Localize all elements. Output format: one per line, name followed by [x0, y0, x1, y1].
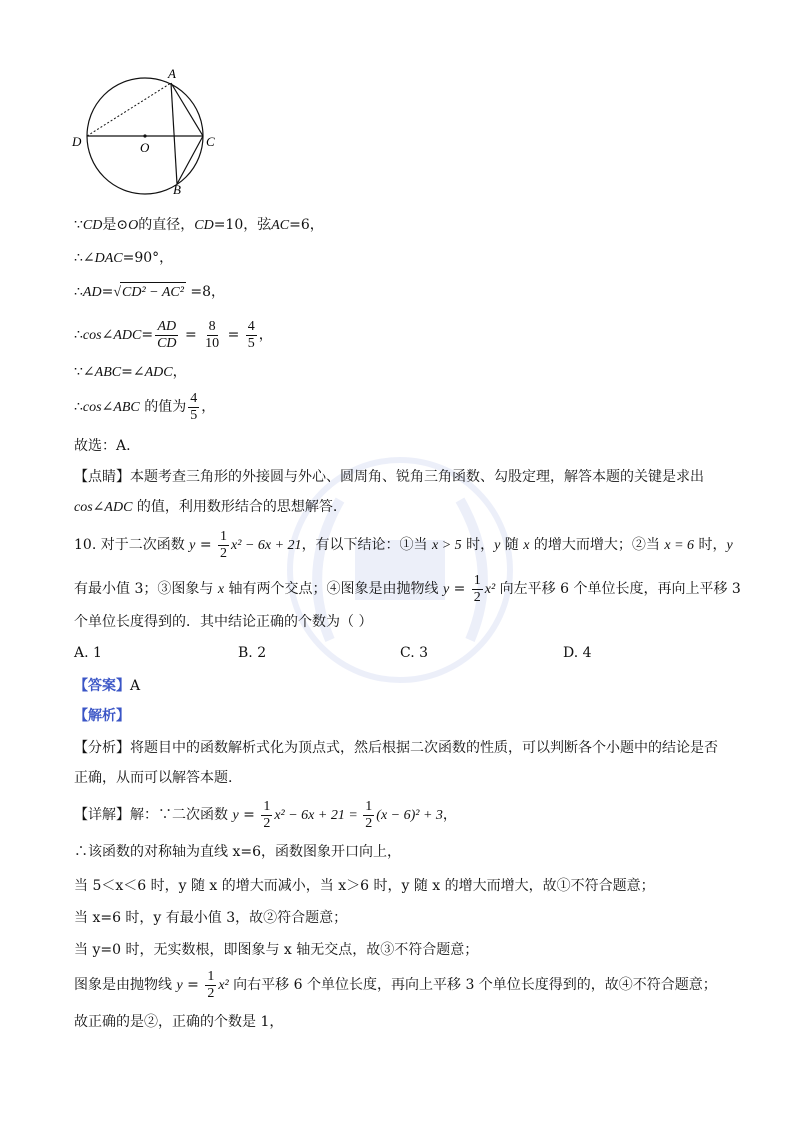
xiangjie-line4: 当 x=6 时，y 有最小值 3，故②符合题意； [74, 910, 348, 926]
sol9-line4: ∴cos∠ADC= $\frac{AD}{CD}$ = $\frac{8}{10}$ = $\frac{4}{5}$ ， [74, 318, 273, 351]
dianjing-line1: 【点睛】本题考查三角形的外接圆与外心、圆周角、锐角三角函数、勾股定理，解答本题的关键是求出 [74, 469, 704, 485]
label-o: O [140, 140, 150, 155]
q10-line3: 个单位长度得到的．其中结论正确的个数为（ ） [74, 614, 373, 630]
sol9-line6: ∴cos∠ABC 的值为 $\frac{4}{5}$ ， [74, 390, 216, 423]
analysis-tag: 【解析】 [74, 708, 130, 724]
option-b: B. 2 [238, 645, 267, 661]
label-c: C [206, 134, 215, 149]
center-point [143, 134, 146, 137]
chord-da [87, 83, 171, 136]
xiangjie-line6: 图象是由抛物线 y = $\frac{1}{2}$ x² 向右平移 6 个单位长度，再向上平移 3 个单位长度得到的，故④不符合题意； [74, 968, 717, 1001]
xiangjie-line5: 当 y=0 时，无实数根，即图象与 x 轴无交点，故③不符合题意； [74, 942, 479, 958]
sol9-choice: 故选：A. [74, 438, 131, 454]
sol9-line3: ∴AD=√CD² − AC² =8， [74, 282, 225, 303]
xiangjie-line7: 故正确的是②，正确的个数是 1， [74, 1014, 284, 1030]
xiangjie-line3: 当 5＜x＜6 时，y 随 x 的增大而减小，当 x＞6 时，y 随 x 的增大而增大，故①不符合题意； [74, 878, 655, 894]
fenxi-line2: 正确，从而可以解答本题. [74, 770, 233, 786]
chord-bc [177, 136, 203, 184]
sol9-line5: ∵∠ABC=∠ADC， [74, 364, 187, 380]
label-d: D [72, 134, 82, 149]
circle-figure [70, 60, 220, 195]
option-d: D. 4 [563, 645, 592, 661]
sol9-line2: ∴∠DAC=90°， [74, 250, 174, 266]
option-a: A. 1 [74, 645, 102, 661]
analysis-line [74, 706, 130, 726]
dianjing-line2: cos∠ADC 的值，利用数形结合的思想解答. [74, 499, 338, 515]
xiangjie-line1: 【详解】解：∵二次函数 y = $\frac{1}{2}$ x² − 6x + 21 = $\frac{1}{2}$ (x − 6)² + 3， [74, 798, 457, 831]
label-a: A [168, 66, 176, 81]
xiangjie-line2: ∴该函数的对称轴为直线 x=6，函数图象开口向上， [74, 844, 401, 860]
label-b: B [173, 182, 181, 195]
fenxi-line1: 【分析】将题目中的函数解析式化为顶点式，然后根据二次函数的性质，可以判断各个小题中的结论是否 [74, 740, 718, 756]
answer-tag: 【答案】 [74, 678, 130, 694]
q10-line2: 有最小值 3；③图象与 x 轴有两个交点；④图象是由抛物线 y = $\frac{1}{2}$ x² 向左平移 6 个单位长度，再向上平移 3 [74, 572, 741, 605]
answer-line: 【答案】A [74, 678, 141, 694]
sol9-line1: ∵CD是⊙O的直径，CD=10，弦AC=6， [74, 217, 324, 233]
q10-line1: 10. 对于二次函数 y = $\frac{1}{2}$ x² − 6x + 21，有以下结论：①当 x > 5 时，y 随 x 的增大而增大；②当 x = 6 时，y [74, 528, 733, 561]
option-c: C. 3 [400, 645, 429, 661]
chord-ac [171, 83, 203, 136]
chord-ab [171, 83, 177, 184]
